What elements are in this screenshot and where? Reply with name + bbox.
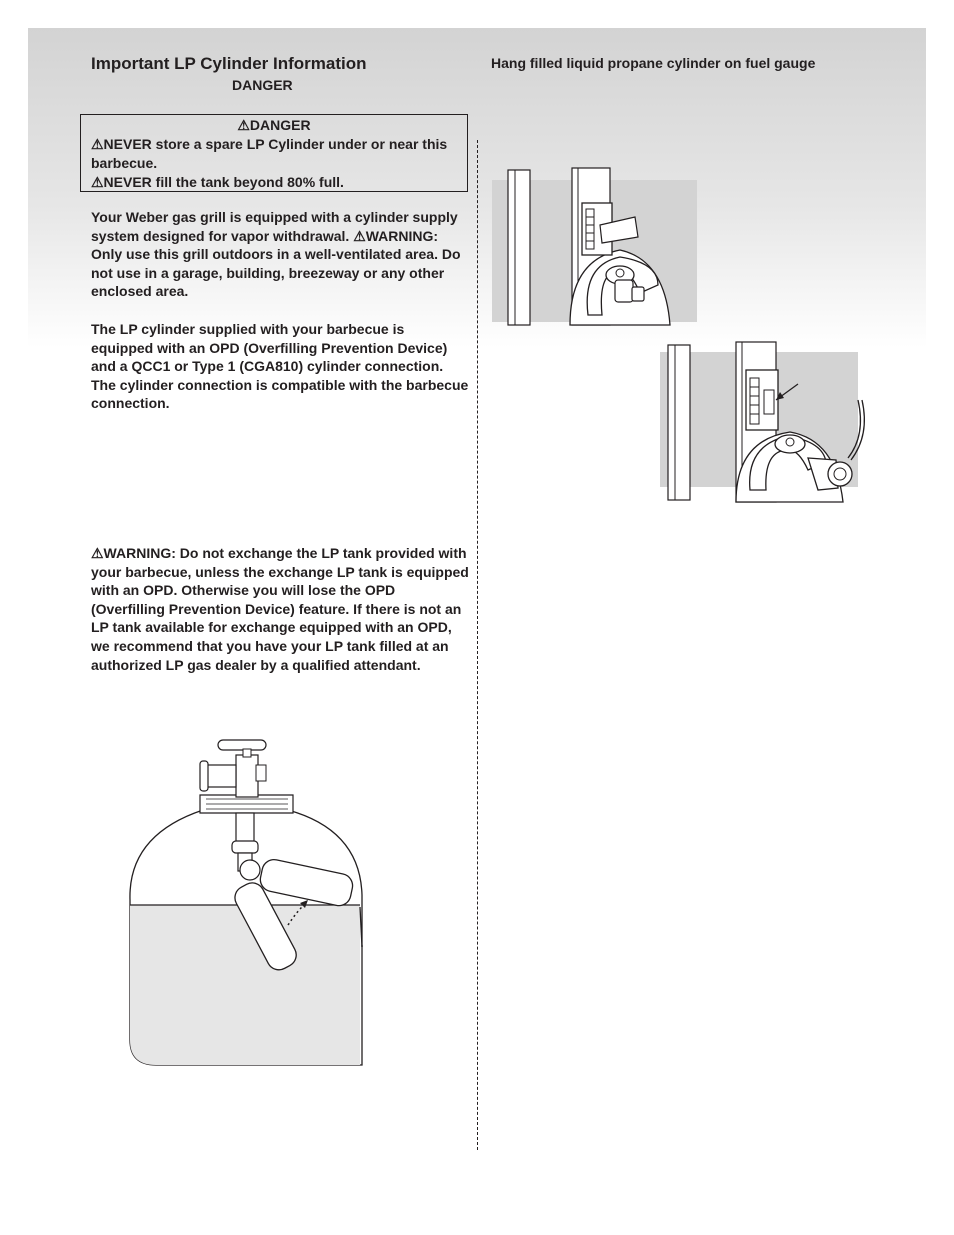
right-column-heading: Hang filled liquid propane cylinder on fuel gauge (491, 55, 816, 71)
tank-exchange-warning-paragraph: ⚠WARNING: Do not exchange the LP tank provided with your barbecue, unless the exchange LP tank is equipped with an OPD. Otherwise you will lose the OPD (Overfilling Prevention Device) feature. If there is not an LP tank available for exchange equipped with an OPD, we recommend that you have your LP tank filled at an authorized LP gas dealer by a qualified attendant. (91, 545, 469, 673)
danger-line-2: ⚠NEVER fill the tank beyond 80% full. (91, 174, 344, 190)
outdoor-warning-text: ⚠WARNING: Only use this grill outdoors in a well-ventilated area. Do not use in a garage, building, breezeway or any other enclosed area. (91, 227, 461, 300)
danger-heading: ⚠DANGER (237, 117, 311, 133)
fuel-gauge-hang-illustration-2 (658, 340, 873, 505)
danger-line-1: ⚠NEVER store a spare LP Cylinder under or near this barbecue. (91, 136, 448, 171)
fuel-gauge-hang-illustration-1 (490, 165, 700, 325)
vapor-withdrawal-paragraph (91, 208, 469, 301)
page-title: Important LP Cylinder Information (91, 54, 367, 73)
column-divider (477, 140, 478, 1150)
opd-cylinder-cutaway-illustration (128, 735, 368, 1070)
danger-notice-box (80, 114, 468, 192)
opd-cylinder-paragraph: The LP cylinder supplied with your barbecue is equipped with an OPD (Overfilling Prevention Device) and a QCC1 or Type 1 (CGA810) cylinder connection. The cylinder connection is compatible with the barbecue connection. (91, 321, 469, 412)
page-subtitle: DANGER (232, 77, 293, 93)
vapor-withdrawal-text: Your Weber gas grill is equipped with a cylinder supply system designed for vapor withdrawal. (91, 209, 458, 244)
